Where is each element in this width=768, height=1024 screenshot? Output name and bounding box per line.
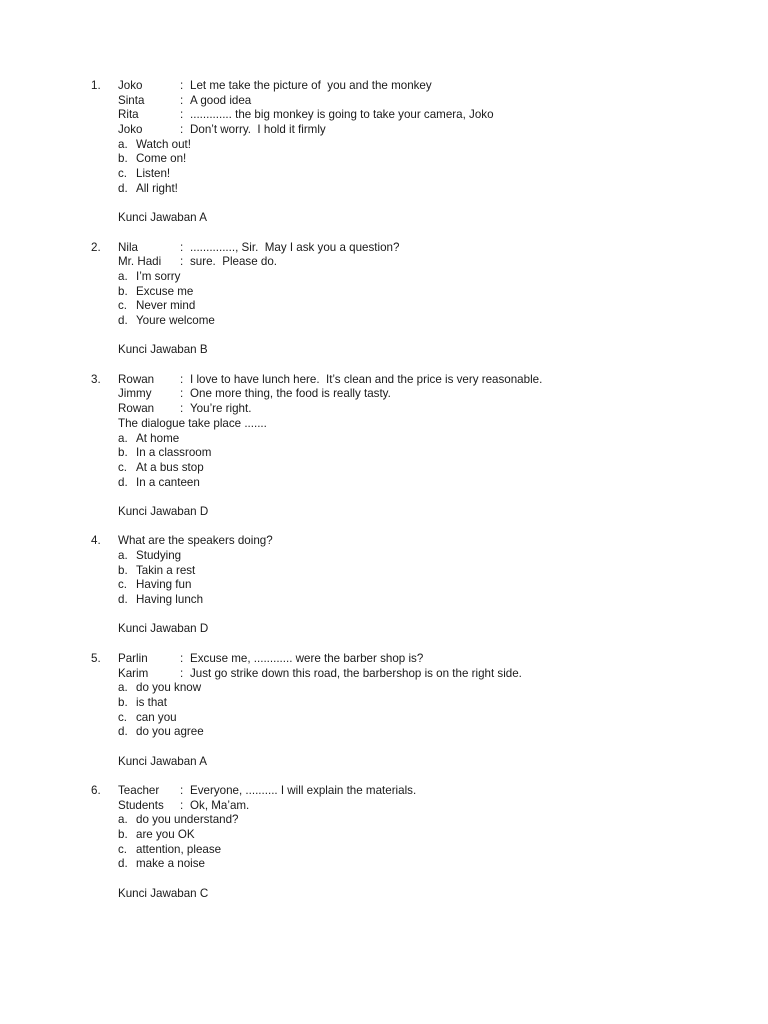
option-text: do you know <box>136 681 202 695</box>
option-letter: b. <box>118 828 128 842</box>
dialogue-line <box>0 373 768 388</box>
speaker-name: Rowan <box>118 402 155 416</box>
option-letter: c. <box>118 460 128 474</box>
option-letter: b. <box>118 563 128 577</box>
speaker-name: Nila <box>118 240 138 254</box>
speaker-name: Sinta <box>118 93 145 107</box>
question-number: 3. <box>91 372 101 386</box>
answer-key-line <box>0 887 768 902</box>
question-number: 6. <box>91 784 101 797</box>
option-letter: d. <box>118 475 128 489</box>
option-text: Listen! <box>136 167 171 181</box>
dialogue-line <box>0 123 768 138</box>
spacer <box>0 226 768 241</box>
option-letter: a. <box>118 549 128 562</box>
dialogue-text: ............. the big monkey is going to take your camera, Joko <box>190 108 494 122</box>
answer-option <box>0 446 768 461</box>
option-text: Having fun <box>136 578 192 592</box>
colon-separator: : <box>180 387 184 401</box>
option-text: is that <box>136 695 167 709</box>
dialogue-line <box>0 784 768 799</box>
option-letter: a. <box>118 137 128 151</box>
speaker-name: Karim <box>118 666 149 680</box>
question-prompt-line <box>0 417 768 432</box>
dialogue-line <box>0 387 768 402</box>
option-letter: a. <box>118 813 128 827</box>
question-block <box>0 79 768 241</box>
option-text: are you OK <box>136 828 195 842</box>
dialogue-line <box>0 94 768 109</box>
answer-option <box>0 813 768 828</box>
speaker-name: Parlin <box>118 651 148 665</box>
option-letter: a. <box>118 269 128 283</box>
spacer <box>0 872 768 887</box>
answer-option <box>0 138 768 153</box>
dialogue-text: sure. Please do. <box>190 255 278 269</box>
spacer <box>0 197 768 212</box>
answer-option <box>0 593 768 608</box>
dialogue-text: One more thing, the food is really tasty. <box>190 387 391 401</box>
option-text: All right! <box>136 181 178 195</box>
colon-separator: : <box>180 666 184 680</box>
colon-separator: : <box>180 123 184 137</box>
answer-option <box>0 681 768 696</box>
question-prompt-line <box>0 534 768 549</box>
option-letter: b. <box>118 695 128 709</box>
answer-option <box>0 578 768 593</box>
option-text: I’m sorry <box>136 269 181 283</box>
colon-separator: : <box>180 255 184 269</box>
speaker-name: Joko <box>118 79 143 92</box>
spacer <box>0 520 768 535</box>
spacer <box>0 769 768 784</box>
option-text: make a noise <box>136 857 205 871</box>
option-letter: d. <box>118 593 128 607</box>
question-block <box>0 784 768 916</box>
answer-option <box>0 564 768 579</box>
option-letter: c. <box>118 710 128 724</box>
speaker-name: Mr. Hadi <box>118 255 162 269</box>
dialogue-text: Don’t worry. I hold it firmly <box>190 123 326 137</box>
question-block <box>0 241 768 373</box>
colon-separator: : <box>180 784 184 797</box>
answer-option <box>0 828 768 843</box>
answer-option <box>0 843 768 858</box>
option-letter: d. <box>118 857 128 871</box>
question-block <box>0 373 768 535</box>
option-letter: c. <box>118 842 128 856</box>
option-text: can you <box>136 710 177 724</box>
spacer <box>0 608 768 623</box>
answer-option <box>0 696 768 711</box>
answer-option <box>0 711 768 726</box>
dialogue-line <box>0 652 768 667</box>
spacer <box>0 740 768 755</box>
option-letter: d. <box>118 725 128 739</box>
dialogue-text: I love to have lunch here. It’s clean and the price is very reasonable. <box>190 372 543 386</box>
option-letter: b. <box>118 446 128 460</box>
answer-option <box>0 299 768 314</box>
answer-option <box>0 167 768 182</box>
dialogue-text: Just go strike down this road, the barbershop is on the right side. <box>190 666 522 680</box>
answer-key-line <box>0 755 768 770</box>
spacer <box>0 902 768 917</box>
answer-key: Kunci Jawaban D <box>118 622 209 636</box>
option-letter: c. <box>118 167 128 181</box>
dialogue-line <box>0 241 768 256</box>
speaker-name: Joko <box>118 123 143 137</box>
dialogue-line <box>0 667 768 682</box>
option-letter: a. <box>118 681 128 695</box>
spacer <box>0 358 768 373</box>
answer-key: Kunci Jawaban C <box>118 886 209 900</box>
speaker-name: Rita <box>118 108 139 122</box>
option-letter: a. <box>118 431 128 445</box>
colon-separator: : <box>180 79 184 92</box>
dialogue-line <box>0 79 768 94</box>
option-text: Watch out! <box>136 137 191 151</box>
option-letter: c. <box>118 299 128 313</box>
spacer <box>0 490 768 505</box>
colon-separator: : <box>180 372 184 386</box>
dialogue-text: A good idea <box>190 93 252 107</box>
option-text: do you agree <box>136 725 204 739</box>
colon-separator: : <box>180 240 184 254</box>
option-letter: c. <box>118 578 128 592</box>
speaker-name: Rowan <box>118 372 155 386</box>
answer-key: Kunci Jawaban B <box>118 343 208 357</box>
option-text: Never mind <box>136 299 196 313</box>
answer-key: Kunci Jawaban A <box>118 211 207 225</box>
answer-option <box>0 725 768 740</box>
option-text: Youre welcome <box>136 314 215 327</box>
answer-key-line <box>0 211 768 226</box>
question-number: 4. <box>91 534 101 548</box>
answer-option <box>0 270 768 285</box>
answer-key-line <box>0 505 768 520</box>
colon-separator: : <box>180 651 184 665</box>
option-letter: b. <box>118 152 128 166</box>
spacer <box>0 329 768 344</box>
dialogue-text: Everyone, .......... I will explain the materials. <box>190 784 417 797</box>
spacer <box>0 637 768 652</box>
option-text: Studying <box>136 549 182 562</box>
speaker-name: Jimmy <box>118 387 152 401</box>
answer-option <box>0 314 768 329</box>
dialogue-line <box>0 255 768 270</box>
question-number: 1. <box>91 79 101 92</box>
colon-separator: : <box>180 798 184 812</box>
colon-separator: : <box>180 108 184 122</box>
answer-key-line <box>0 343 768 358</box>
answer-option <box>0 152 768 167</box>
question-block <box>0 652 768 784</box>
dialogue-text: You’re right. <box>190 402 252 416</box>
option-text: At a bus stop <box>136 460 204 474</box>
dialogue-text: .............., Sir. May I ask you a question? <box>190 240 400 254</box>
answer-option <box>0 476 768 491</box>
dialogue-text: Ok, Ma’am. <box>190 798 250 812</box>
dialogue-line <box>0 108 768 123</box>
colon-separator: : <box>180 402 184 416</box>
question-prompt: The dialogue take place ....... <box>118 416 267 430</box>
answer-option <box>0 857 768 872</box>
answer-option <box>0 461 768 476</box>
option-letter: b. <box>118 284 128 298</box>
option-text: In a classroom <box>136 446 212 460</box>
option-text: Come on! <box>136 152 187 166</box>
option-text: At home <box>136 431 180 445</box>
speaker-name: Teacher <box>118 784 160 797</box>
option-text: In a canteen <box>136 475 200 489</box>
answer-option <box>0 549 768 564</box>
question-number: 5. <box>91 651 101 665</box>
option-text: Takin a rest <box>136 563 196 577</box>
colon-separator: : <box>180 93 184 107</box>
answer-key: Kunci Jawaban D <box>118 504 209 518</box>
answer-key: Kunci Jawaban A <box>118 754 207 768</box>
dialogue-text: Excuse me, ............ were the barber shop is? <box>190 651 424 665</box>
dialogue-line <box>0 799 768 814</box>
question-prompt: What are the speakers doing? <box>118 534 273 548</box>
speaker-name: Students <box>118 798 164 812</box>
dialogue-line <box>0 402 768 417</box>
option-text: do you understand? <box>136 813 239 827</box>
option-letter: d. <box>118 181 128 195</box>
answer-option <box>0 285 768 300</box>
option-text: attention, please <box>136 842 222 856</box>
question-number: 2. <box>91 240 101 254</box>
question-block <box>0 534 768 652</box>
option-text: Having lunch <box>136 593 204 607</box>
dialogue-text: Let me take the picture of you and the monkey <box>190 79 432 92</box>
option-text: Excuse me <box>136 284 194 298</box>
document-page <box>0 79 768 916</box>
option-letter: d. <box>118 314 128 327</box>
answer-option <box>0 432 768 447</box>
answer-key-line <box>0 622 768 637</box>
answer-option <box>0 182 768 197</box>
